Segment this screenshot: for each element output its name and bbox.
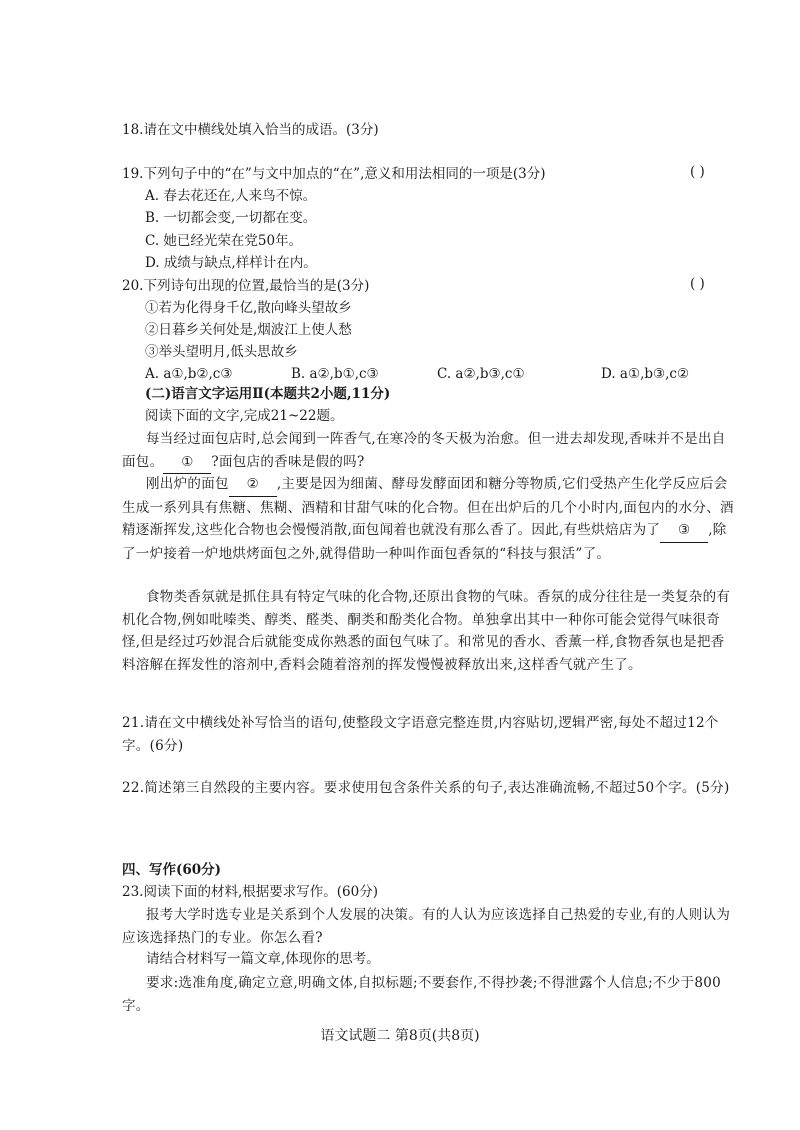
question-21: 21.请在文中横线处补写恰当的语句,使整段文字语意完整连贯,内容贴切,逻辑严密,每处不超过12个字。(6分): [122, 715, 719, 754]
blank-1: ①: [163, 451, 211, 475]
q20-option-c: C. a②,b③,c①: [437, 366, 525, 382]
q20-verse-2: ②日暮乡关何处是,烟波江上使人愁: [145, 322, 352, 338]
passage-p1-tail: ?面包店的香味是假的吗?: [211, 453, 365, 470]
question-18: 18.请在文中横线处填入恰当的成语。(3分): [122, 122, 379, 138]
answer-paren-19: ( ): [690, 164, 705, 180]
section-2-heading: (二)语言文字运用Ⅱ(本题共2小题,11分): [145, 386, 391, 402]
passage-p2-text: 刚出炉的面包: [146, 476, 229, 492]
writing-material-text: 报考大学时选专业是关系到个人发展的决策。有的人认为应该选择自己热爱的专业,有的人则认为应该选择热门的专业。你怎么看?: [122, 907, 731, 946]
passage-p3-text: 食物类香氛就是抓住具有特定气味的化合物,还原出食物的气味。香氛的成分往往是一类复杂的有机化合物,例如吡嗪类、醇类、醛类、酮类和酚类化合物。单独拿出其中一种你可能会觉得气味很奇怪,但是经过巧妙混合后就能变成你熟悉的面包气味了。和常见的香水、香薰一样,食物香氛也是把香料溶解在挥发性的溶剂中,香料会随着溶剂的挥发慢慢被释放出来,这样香气就产生了。: [122, 589, 731, 673]
page-footer: 语文试题二 第8页(共8页): [320, 1028, 480, 1044]
q19-option-a: A. 春去花还在,人来鸟不惊。: [145, 188, 317, 204]
writing-material: [122, 904, 734, 949]
writing-prompt: 请结合材料写一篇文章,体现你的思考。: [146, 951, 380, 967]
section-4-heading: 四、写作(60分): [122, 862, 222, 878]
passage-paragraph-2: [122, 473, 734, 565]
question-22: 22.简述第三自然段的主要内容。要求使用包含条件关系的句子,表达准确流畅,不超过50个字。(5分): [122, 780, 730, 796]
q19-option-b: B. 一切都会变,一切都在变。: [145, 210, 317, 226]
question-19-stem: 19.下列句子中的“在”与文中加点的“在”,意义和用法相同的一项是(3分): [122, 166, 546, 182]
passage-paragraph-3: [122, 586, 734, 676]
passage-p2-tail: ,除了一炉接着一炉地烘烤面包之外,就得借助一种叫作面包香氛的“科技与狠活”了。: [122, 522, 727, 562]
question-23: 23.阅读下面的材料,根据要求写作。(60分): [122, 884, 378, 900]
passage-paragraph-1: [122, 428, 734, 474]
blank-3: ③: [660, 519, 708, 543]
q19-option-c: C. 她已经光荣在党50年。: [145, 233, 303, 249]
blank-2: ②: [229, 473, 277, 497]
answer-paren-20: ( ): [690, 276, 705, 292]
writing-requirements-text: 要求:选准角度,确定立意,明确文体,自拟标题;不要套作,不得抄袭;不得泄露个人信息;不少于800字。: [122, 975, 722, 1014]
question-20-stem: 20.下列诗句出现的位置,最恰当的是(3分): [122, 278, 370, 294]
q20-option-d: D. a①,b③,c②: [601, 366, 690, 382]
q20-verse-1: ①若为化得身千亿,散向峰头望故乡: [145, 300, 352, 316]
q20-verse-3: ③举头望明月,低头思故乡: [145, 344, 298, 360]
q19-option-d: D. 成绩与缺点,样样计在内。: [145, 255, 317, 271]
q20-option-a: A. a①,b②,c③: [145, 366, 233, 382]
q20-options: [145, 364, 747, 384]
passage-p2-mid: ,主要是因为细菌、酵母发酵面团和糖分等物质,它们受热产生化学反应后会生成一系列具有焦糖、焦糊、酒精和甘甜气味的化合物。但在出炉后的几个小时内,面包内的水分、酒精逐渐挥发,这些化合物也会慢慢消散,面包闻着也就没有那么香了。因此,有些烘焙店为了: [122, 476, 734, 538]
writing-requirements: [122, 972, 734, 1017]
passage-p1-text: 每当经过面包店时,总会闻到一阵香气,在寒冷的冬天极为治愈。但一进去却发现,香味并不是出自面包。: [122, 431, 726, 470]
q20-option-b: B. a②,b①,c③: [291, 366, 379, 382]
section-2-instruction: 阅读下面的文字,完成21~22题。: [145, 408, 344, 424]
